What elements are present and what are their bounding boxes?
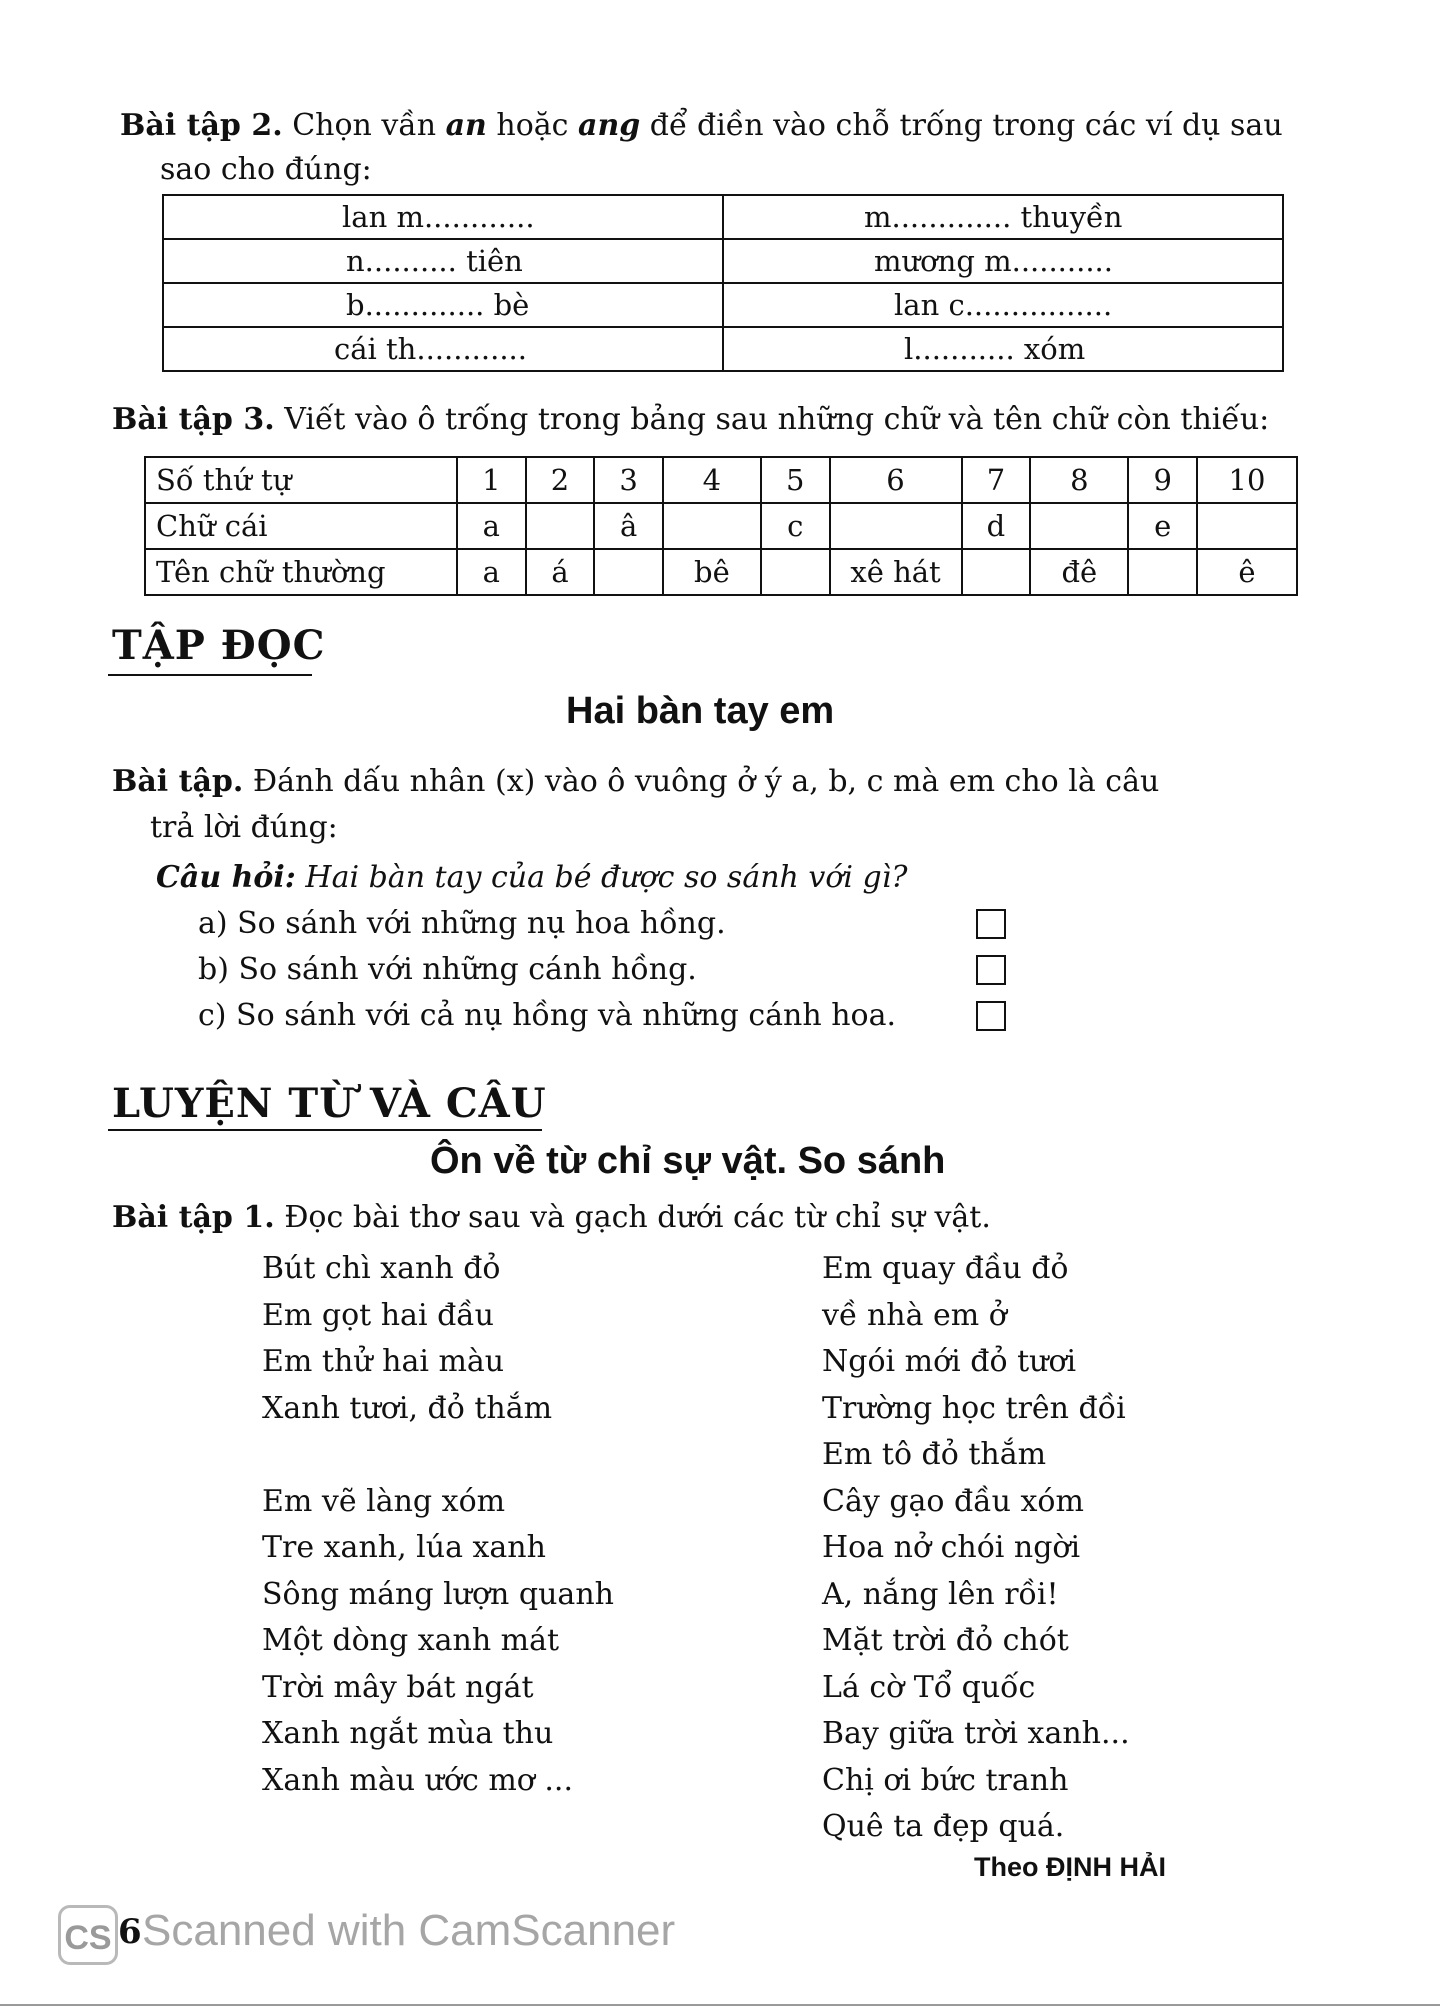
poem-line: Trường học trên đồi [822,1390,1126,1426]
poem-line: Em gọt hai đầu [262,1297,494,1333]
poem-line: Bút chì xanh đỏ [262,1251,501,1286]
section-underline [108,1129,542,1131]
answer-option-a: a) So sánh với những nụ hoa hồng. [198,906,726,941]
section-heading-tap-doc: TẬP ĐỌC [112,622,326,669]
scanner-watermark: Scanned with CamScanner [142,1906,676,1955]
checkbox-b[interactable] [976,955,1006,985]
answer-option-c: c) So sánh với cả nụ hồng và những cánh hoa. [198,998,896,1033]
fill-cell[interactable]: m............. thuyền [864,200,1123,234]
page-number: 6 [118,1912,142,1952]
poem-instruction: Bài tập 1. Đọc bài thơ sau và gạch dưới các từ chỉ sự vật. [112,1200,991,1235]
poem-line: Tre xanh, lúa xanh [262,1530,546,1565]
poem-line: Bay giữa trời xanh... [822,1716,1130,1751]
exercise3-label: Bài tập 3. [112,402,275,437]
poem-line: Em tô đỏ thắm [822,1437,1047,1472]
poem-line [262,1432,614,1479]
fill-cell[interactable]: l........... xóm [904,332,1086,366]
vocab-title: Ôn về từ chỉ sự vật. So sánh [430,1140,946,1182]
poem-line: Mặt trời đỏ chót [822,1623,1069,1658]
poem-line: Em thử hai màu [262,1344,505,1379]
reading-exercise-instruction: Bài tập. Đánh dấu nhân (x) vào ô vuông ở ý a, b, c mà em cho là câu [112,764,1160,799]
reading-exercise-instruction-line2: trả lời đúng: [150,810,338,845]
section-underline [108,674,312,676]
table-row [163,283,1283,327]
table-row [163,195,1283,239]
poem-line: Quê ta đẹp quá. [822,1809,1065,1844]
answer-option-b: b) So sánh với những cánh hồng. [198,952,697,987]
section-heading-luyen-tu: LUYỆN TỪ VÀ CÂU [112,1080,547,1127]
reading-title: Hai bàn tay em [566,690,835,732]
table-row: Tên chữ thường a á bê xê hát đê ê [145,549,1297,595]
exercise2-label: Bài tập 2. [120,108,283,143]
poem-line: về nhà em ở [822,1297,1007,1333]
table-row [163,239,1283,283]
page-bottom-edge [0,2004,1440,2006]
exercise3-intro: Bài tập 3. Viết vào ô trống trong bảng sau những chữ và tên chữ còn thiếu: [112,402,1270,437]
table-row [163,327,1283,371]
poem-author: Theo ĐỊNH HẢI [974,1852,1166,1882]
checkbox-c[interactable] [976,1001,1006,1031]
poem-line: Em vẽ làng xóm [262,1483,506,1519]
fill-cell[interactable]: lan c................ [894,288,1113,322]
fill-cell[interactable]: b............. bè [346,288,530,322]
poem-line: Chị ơi bức tranh [822,1762,1069,1798]
poem-line: Cây gạo đầu xóm [822,1483,1084,1519]
checkbox-a[interactable] [976,909,1006,939]
camscanner-logo: CS [58,1905,118,1965]
table-row: Chữ cái a â c d e [145,503,1297,549]
poem-line: Ngói mới đỏ tươi [822,1344,1077,1379]
exercise2-intro: Bài tập 2. Chọn vần an hoặc ang để điền vào chỗ trống trong các ví dụ sau [120,108,1283,143]
option-an: an [445,108,487,143]
poem-line: Hoa nở chói ngời [822,1530,1081,1565]
exercise3-table [144,456,1298,596]
exercise2-intro-line2: sao cho đúng: [160,152,372,187]
poem-line: Một dòng xanh mát [262,1623,560,1658]
poem-line: Xanh màu ước mơ ... [262,1762,573,1798]
option-ang: ang [578,108,641,143]
poem-right-column [822,1246,1130,1851]
poem-line: Sông máng lượn quanh [262,1576,614,1612]
poem-left-column [262,1246,614,1804]
fill-cell[interactable]: lan m............ [342,200,535,234]
poem-line: Em quay đầu đỏ [822,1251,1069,1286]
fill-cell[interactable]: n.......... tiên [346,244,523,278]
fill-cell[interactable]: cái th............ [334,332,527,366]
exercise2-table [162,194,1284,372]
fill-cell[interactable]: mương m........... [874,244,1113,278]
poem-line: Xanh ngắt mùa thu [262,1716,554,1751]
poem-line: Trời mây bát ngát [262,1669,534,1705]
poem-line: Xanh tươi, đỏ thắm [262,1390,553,1426]
poem-line: A, nắng lên rồi! [822,1576,1059,1612]
poem-line: Lá cờ Tổ quốc [822,1669,1036,1705]
table-row: Số thứ tự 1 2 3 4 5 6 7 8 9 10 [145,457,1297,503]
reading-question: Câu hỏi: Hai bàn tay của bé được so sánh với gì? [156,860,908,895]
